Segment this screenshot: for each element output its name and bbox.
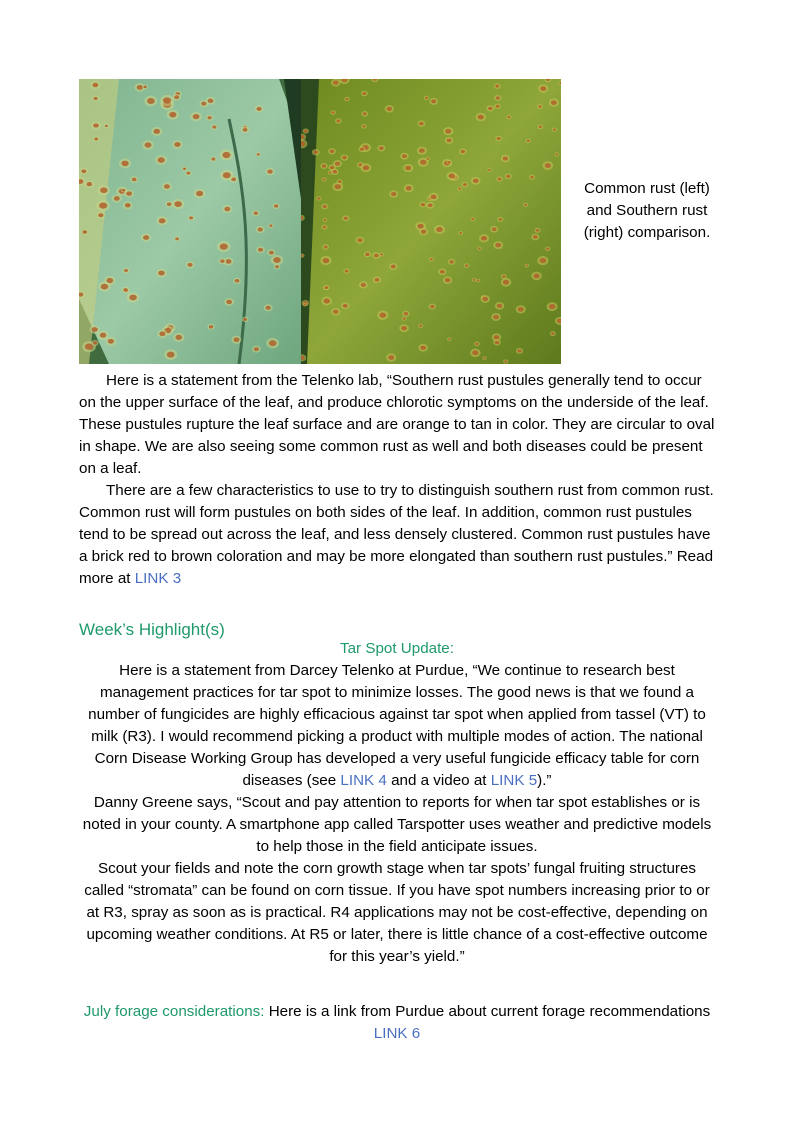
rust-comparison-figure <box>79 79 561 364</box>
telenko-tar-spot-statement <box>79 660 715 792</box>
telenko-text-1: Here is a statement from Darcey Telenko at Purdue, “We continue to research best management practices for tar spot to minimize losses. The good news is that we found a number of fungicides are highly efficacious against tar spot when applied from tassel (VT) to milk (R3). I would recommend picking a product with multiple modes of action. The national Corn Disease Working Group has developed a very useful fungicide efficacy table for corn diseases (see <box>88 662 706 789</box>
link-3[interactable]: LINK 3 <box>134 570 182 587</box>
rust-distinction-text: There are a few characteristics to use to try to distinguish southern rust from common rust. Common rust will form pustules on both sides of the leaf. In addition, common rust pustules tend to be spread out across the leaf, and less densely clustered. Common rust pustules have a brick red to brown coloration and may be more elongated than southern rust pustules.” Read more at <box>79 482 714 587</box>
link-6[interactable]: LINK 6 <box>373 1025 421 1042</box>
highlights-heading: Week’s Highlight(s) <box>79 620 225 639</box>
figure-caption: Common rust (left) and Southern rust (right) comparison. <box>583 180 711 241</box>
tar-spot-subheading: Tar Spot Update: <box>340 640 454 657</box>
greene-statement: Danny Greene says, “Scout and pay attention to reports for when tar spot establishes or is noted in your county. A smartphone app called Tarspotter uses weather and predictive models to help those in the field anticipate issues. <box>82 794 712 855</box>
telenko-text-2: and a video at <box>386 772 491 789</box>
southern-rust-statement: Here is a statement from the Telenko lab, “Southern rust pustules generally tend to occur on the upper surface of the leaf, and produce chlorotic symptoms on the underside of the leaf. These pustules rupture the leaf surface and are orange to tan in color. They are circular to oval in shape. We are also seeing some common rust as well and both diseases could be present on a leaf. <box>79 372 715 477</box>
forage-text: Here is a link from Purdue about current forage recommendations <box>264 1003 711 1020</box>
rust-distinction-paragraph <box>79 480 715 590</box>
southern-rust-photo <box>301 79 561 364</box>
link-4[interactable]: LINK 4 <box>340 772 387 789</box>
forage-label: July forage considerations: <box>83 1003 265 1020</box>
forage-paragraph <box>79 1001 715 1045</box>
link-5[interactable]: LINK 5 <box>490 772 538 789</box>
common-rust-photo <box>79 79 301 364</box>
scouting-advice: Scout your fields and note the corn growth stage when tar spots’ fungal fruiting structures called “stromata” can be found on corn tissue. If you have spot numbers increasing prior to or at R3, spray as soon as is practical. R4 applications may not be cost-effective, depending on upcoming weather conditions. At R5 or later, there is little chance of a cost-effective outcome for this year’s yield.” <box>84 860 710 965</box>
telenko-text-3: ).” <box>537 772 552 789</box>
